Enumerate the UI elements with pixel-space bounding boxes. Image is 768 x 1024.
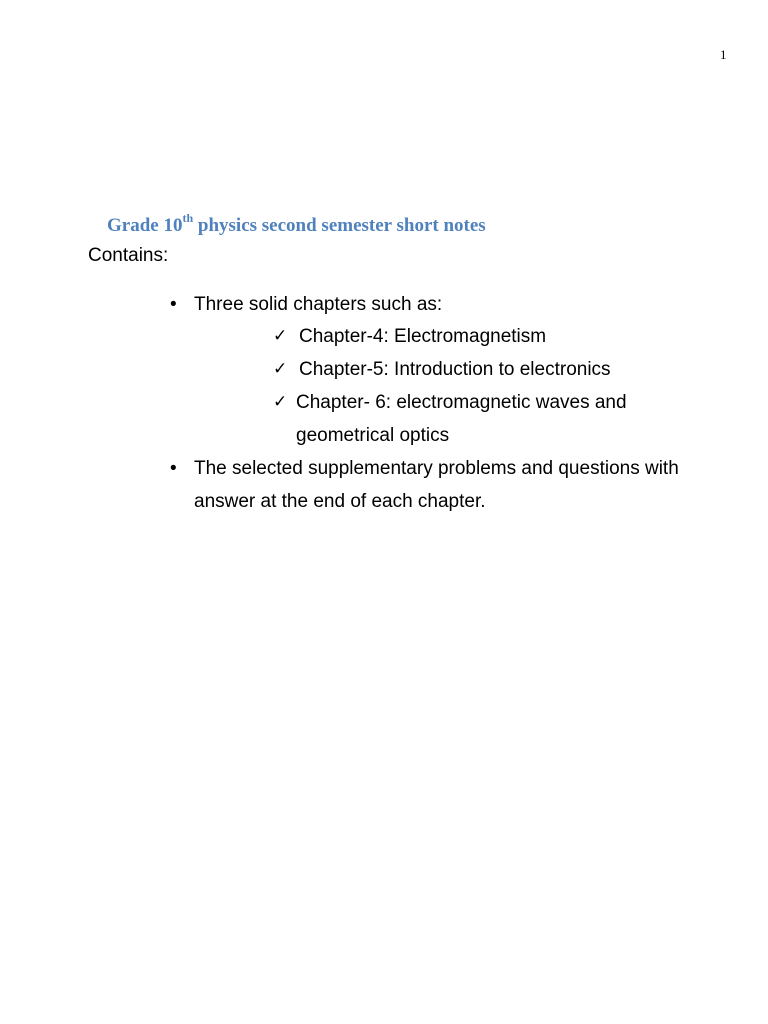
bullet-item-chapters (170, 288, 734, 321)
check-item-chapter-6 (273, 386, 676, 452)
check-icon: ✓ (273, 392, 288, 412)
check-item-text: Chapter-4: Electromagnetism (299, 326, 547, 347)
check-item-text: Chapter-5: Introduction to electronics (299, 359, 611, 380)
check-item-text: Chapter- 6: electromagnetic waves and geometrical optics (296, 392, 627, 446)
bullet-item-problems (170, 452, 734, 518)
check-item-chapter-5 (273, 353, 699, 386)
bullet-text: Three solid chapters such as: (194, 294, 443, 315)
title-superscript: th (182, 210, 194, 225)
check-item-chapter-4 (273, 320, 699, 353)
document-title (107, 210, 486, 239)
title-prefix: Grade 10 (107, 215, 183, 236)
title-suffix: physics second semester short notes (193, 215, 486, 236)
check-icon: ✓ (273, 359, 288, 379)
bullet-icon: • (170, 458, 177, 479)
contains-label: Contains: (88, 245, 169, 266)
check-icon: ✓ (273, 326, 288, 346)
page-number: 1 (720, 47, 727, 62)
bullet-text: The selected supplementary problems and questions with answer at the end of each chapter. (194, 458, 679, 512)
bullet-icon: • (170, 294, 177, 315)
